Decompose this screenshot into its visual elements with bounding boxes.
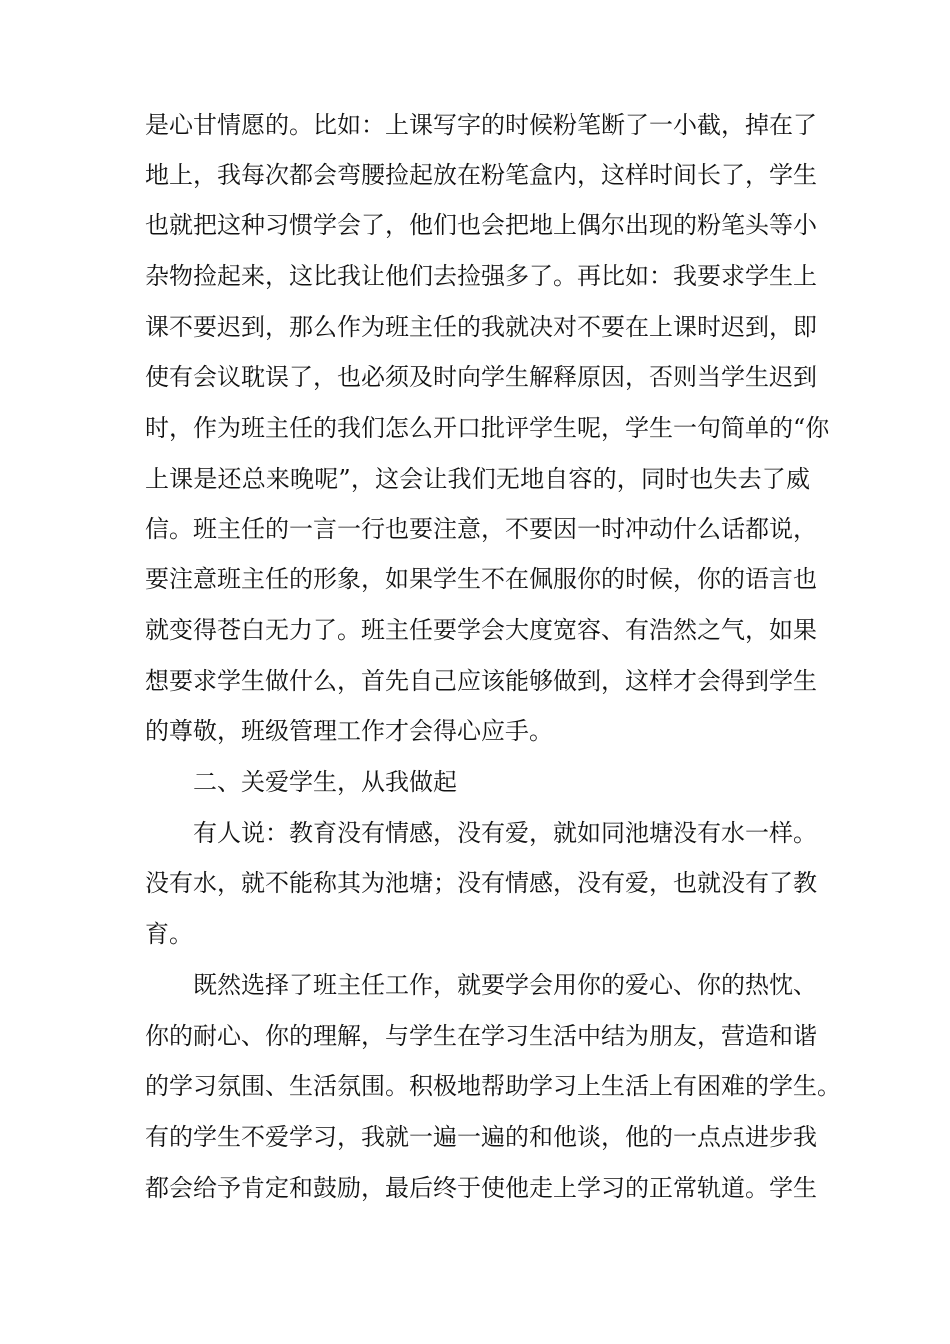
text-line: 既然选择了班主任工作，就要学会用你的爱心、你的热忱、 (193, 971, 817, 999)
text-line: 就变得苍白无力了。班主任要学会大度宽容、有浩然之气，如果 (145, 616, 817, 644)
text-line: 要注意班主任的形象，如果学生不在佩服你的时候，你的语言也 (145, 565, 817, 593)
text-line: 地上，我每次都会弯腰捡起放在粉笔盒内，这样时间长了，学生 (145, 161, 817, 189)
text-line: 是心甘情愿的。比如：上课写字的时候粉笔断了一小截，掉在了 (145, 111, 817, 139)
text-line: 没有水，就不能称其为池塘；没有情感，没有爱，也就没有了教 (145, 869, 817, 897)
text-line: 使有会议耽误了，也必须及时向学生解释原因，否则当学生迟到 (145, 363, 817, 391)
text-line: 的学习氛围、生活氛围。积极地帮助学习上生活上有困难的学生。 (145, 1072, 841, 1100)
text-line: 也就把这种习惯学会了，他们也会把地上偶尔出现的粉笔头等小 (145, 211, 817, 239)
text-line: 都会给予肯定和鼓励，最后终于使他走上学习的正常轨道。学生 (145, 1174, 817, 1202)
text-line: 信。班主任的一言一行也要注意，不要因一时冲动什么话都说， (145, 515, 817, 543)
text-line: 有人说：教育没有情感，没有爱，就如同池塘没有水一样。 (193, 819, 817, 847)
text-line: 有的学生不爱学习，我就一遍一遍的和他谈，他的一点点进步我 (145, 1123, 817, 1151)
text-line: 课不要迟到，那么作为班主任的我就决对不要在上课时迟到，即 (145, 313, 817, 341)
section-heading: 二、关爱学生，从我做起 (193, 768, 457, 796)
text-line: 上课是还总来晚呢”，这会让我们无地自容的，同时也失去了威 (145, 465, 810, 493)
text-line: 想要求学生做什么，首先自己应该能够做到，这样才会得到学生 (145, 667, 817, 695)
text-line: 的尊敬，班级管理工作才会得心应手。 (145, 717, 553, 745)
text-line: 你的耐心、你的理解，与学生在学习生活中结为朋友，营造和谐 (145, 1022, 817, 1050)
text-line: 杂物捡起来，这比我让他们去捡强多了。再比如：我要求学生上 (145, 262, 817, 290)
text-line: 时，作为班主任的我们怎么开口批评学生呢，学生一句简单的“你 (145, 414, 830, 442)
text-line: 育。 (145, 920, 193, 948)
